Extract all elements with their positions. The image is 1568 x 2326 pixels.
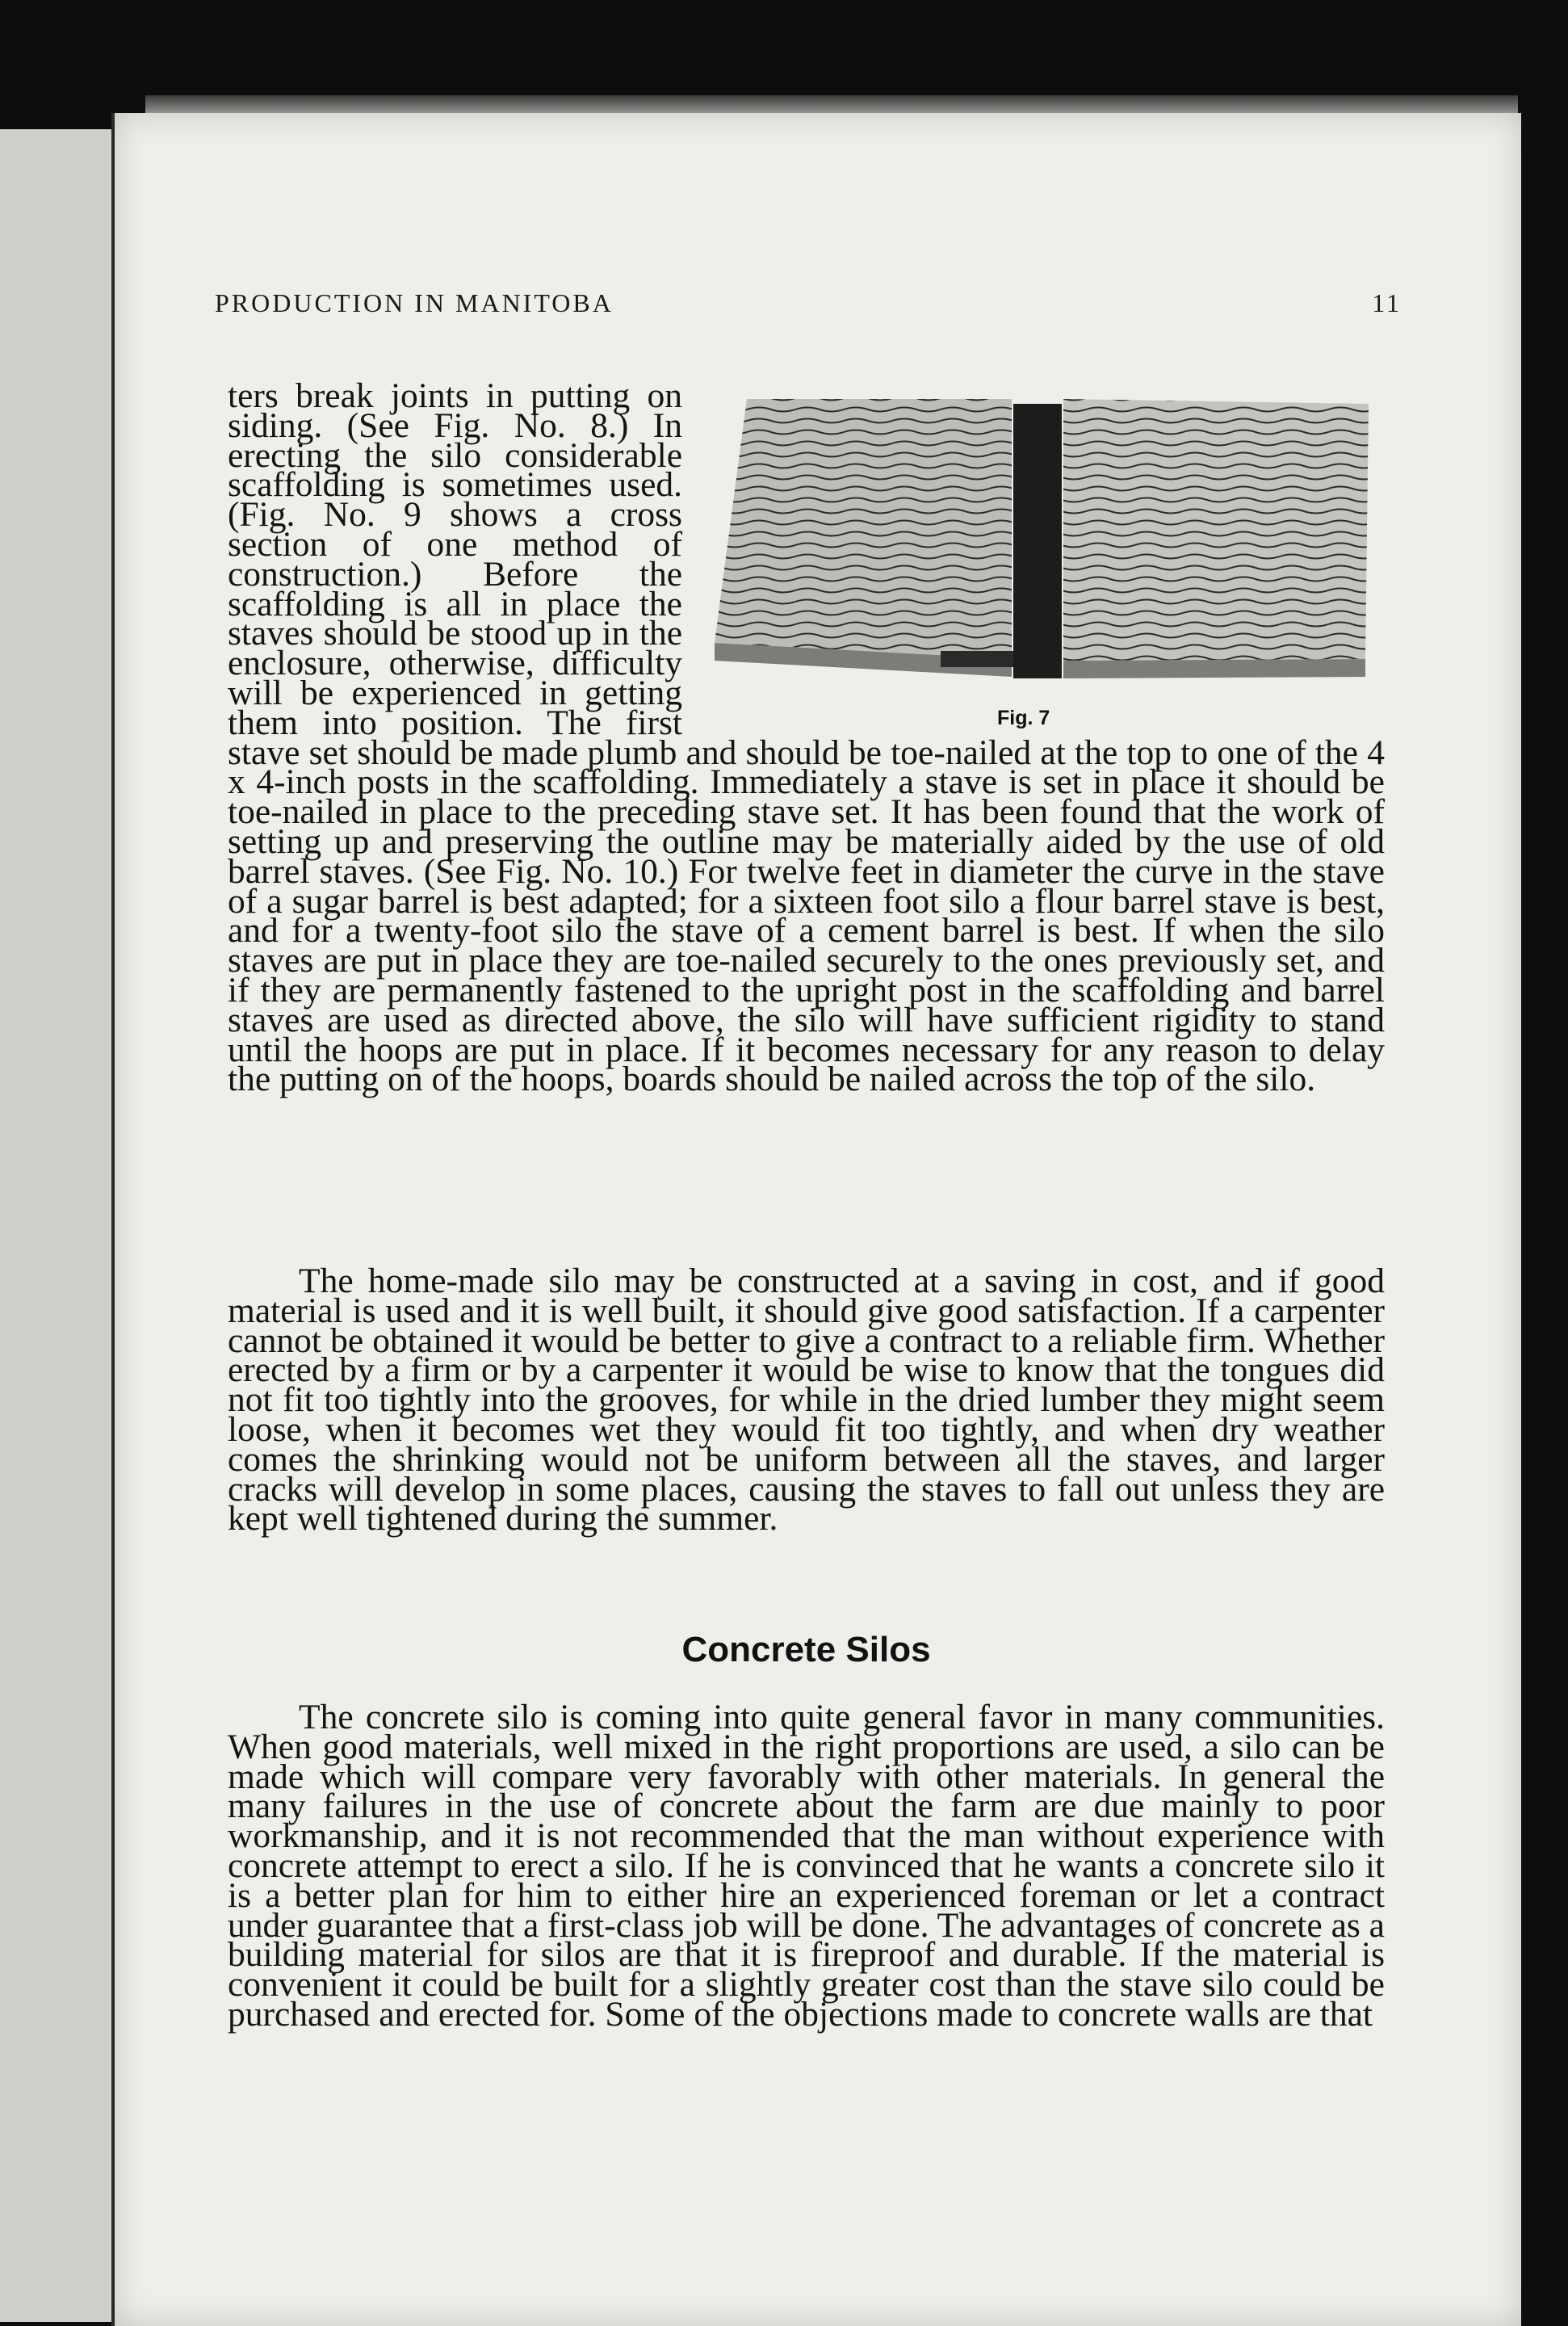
previous-page-edge	[0, 129, 116, 2322]
paragraph-1-text: ters break joints in putting on siding. (See Fig. No. 8.) In erecting the silo considerable scaffolding is sometimes used. (Fig. No. 9 shows a cross section of one method of construction.) Before the scaffolding is all in place the staves should be stood up in the enclosure, otherwise, difficulty will be experienced in getting them into position. The first stave set should be made plumb and should be toe-nailed at the top to one of the 4 x 4-inch posts in the scaffolding. Immediately a stave is set in place it should be toe-nailed in place to the preceding stave set. It has been found that the work of setting up and preserving the outline may be materially aided by the use of old barrel staves. (See Fig. No. 10.) For twelve feet in diameter the curve in the stave of a sugar barrel is best adapted; for a sixteen foot silo a flour barrel stave is best, and for a twenty-foot silo the stave of a cement barrel is best. If when the silo staves are put in place they are toe-nailed securely to the ones previously set, and if they are permanently fastened to the upright post in the scaffolding and barrel staves are used as directed above, the silo will have sufficient rigidity to stand until the hoops are put in place. If it becomes necessary for any reason to delay the putting on of the hoops, boards should be nailed across the top of the silo.	[228, 376, 1385, 1099]
tongue-and-groove-staves-illustration	[698, 393, 1385, 699]
running-head-title: PRODUCTION IN MANITOBA	[215, 288, 614, 317]
figure-caption: Fig. 7	[997, 707, 1050, 729]
figure-7	[698, 393, 1385, 732]
groove-shadow	[1013, 404, 1062, 678]
paragraph-2	[228, 1262, 1385, 1539]
running-head	[215, 283, 1402, 323]
page-top-shadow	[145, 95, 1518, 115]
page-number: 11	[1372, 288, 1402, 317]
paragraph-3	[228, 1698, 1385, 2034]
section-heading: Concrete Silos	[681, 1630, 931, 1669]
right-stave-edge	[1063, 659, 1365, 678]
paragraph-2-text: The home-made silo may be constructed at a saving in cost, and if good material is used and it is well built, it should give good satisfaction. If a carpenter cannot be obtained it would be better to give a contract to a reliable firm. Whether erected by a firm or by a carpenter it would be wise to know that the tongues did not fit too tightly into the grooves, for while in the dried lumber they might seem loose, when it becomes wet they would fit too tightly, and when dry weather comes the shrinking would not be uniform between all the staves, and larger cracks will develop in some places, causing the staves to fall out unless they are kept well tightened during the summer.	[228, 1262, 1385, 1539]
paragraph-1	[228, 376, 1385, 1099]
left-tongue	[941, 651, 1015, 667]
paragraph-3-text: The concrete silo is coming into quite general favor in many communities. When good materials, well mixed in the right proportions are used, a silo can be made which will compare very favorably with other materials. In general the many failures in the use of concrete about the farm are due mainly to poor workmanship, and it is not recommended that the man without experience with concrete attempt to erect a silo. If he is convinced that he wants a concrete silo it is a better plan for him to either hire an experienced foreman or let a contract under guarantee that a first-class job will be done. The advantages of concrete as a building material for silos are that it is fireproof and durable. If the material is convenient it could be built for a slightly greater cost than the stave silo could be purchased and erected for. Some of the objections made to concrete walls are that	[228, 1698, 1385, 2034]
